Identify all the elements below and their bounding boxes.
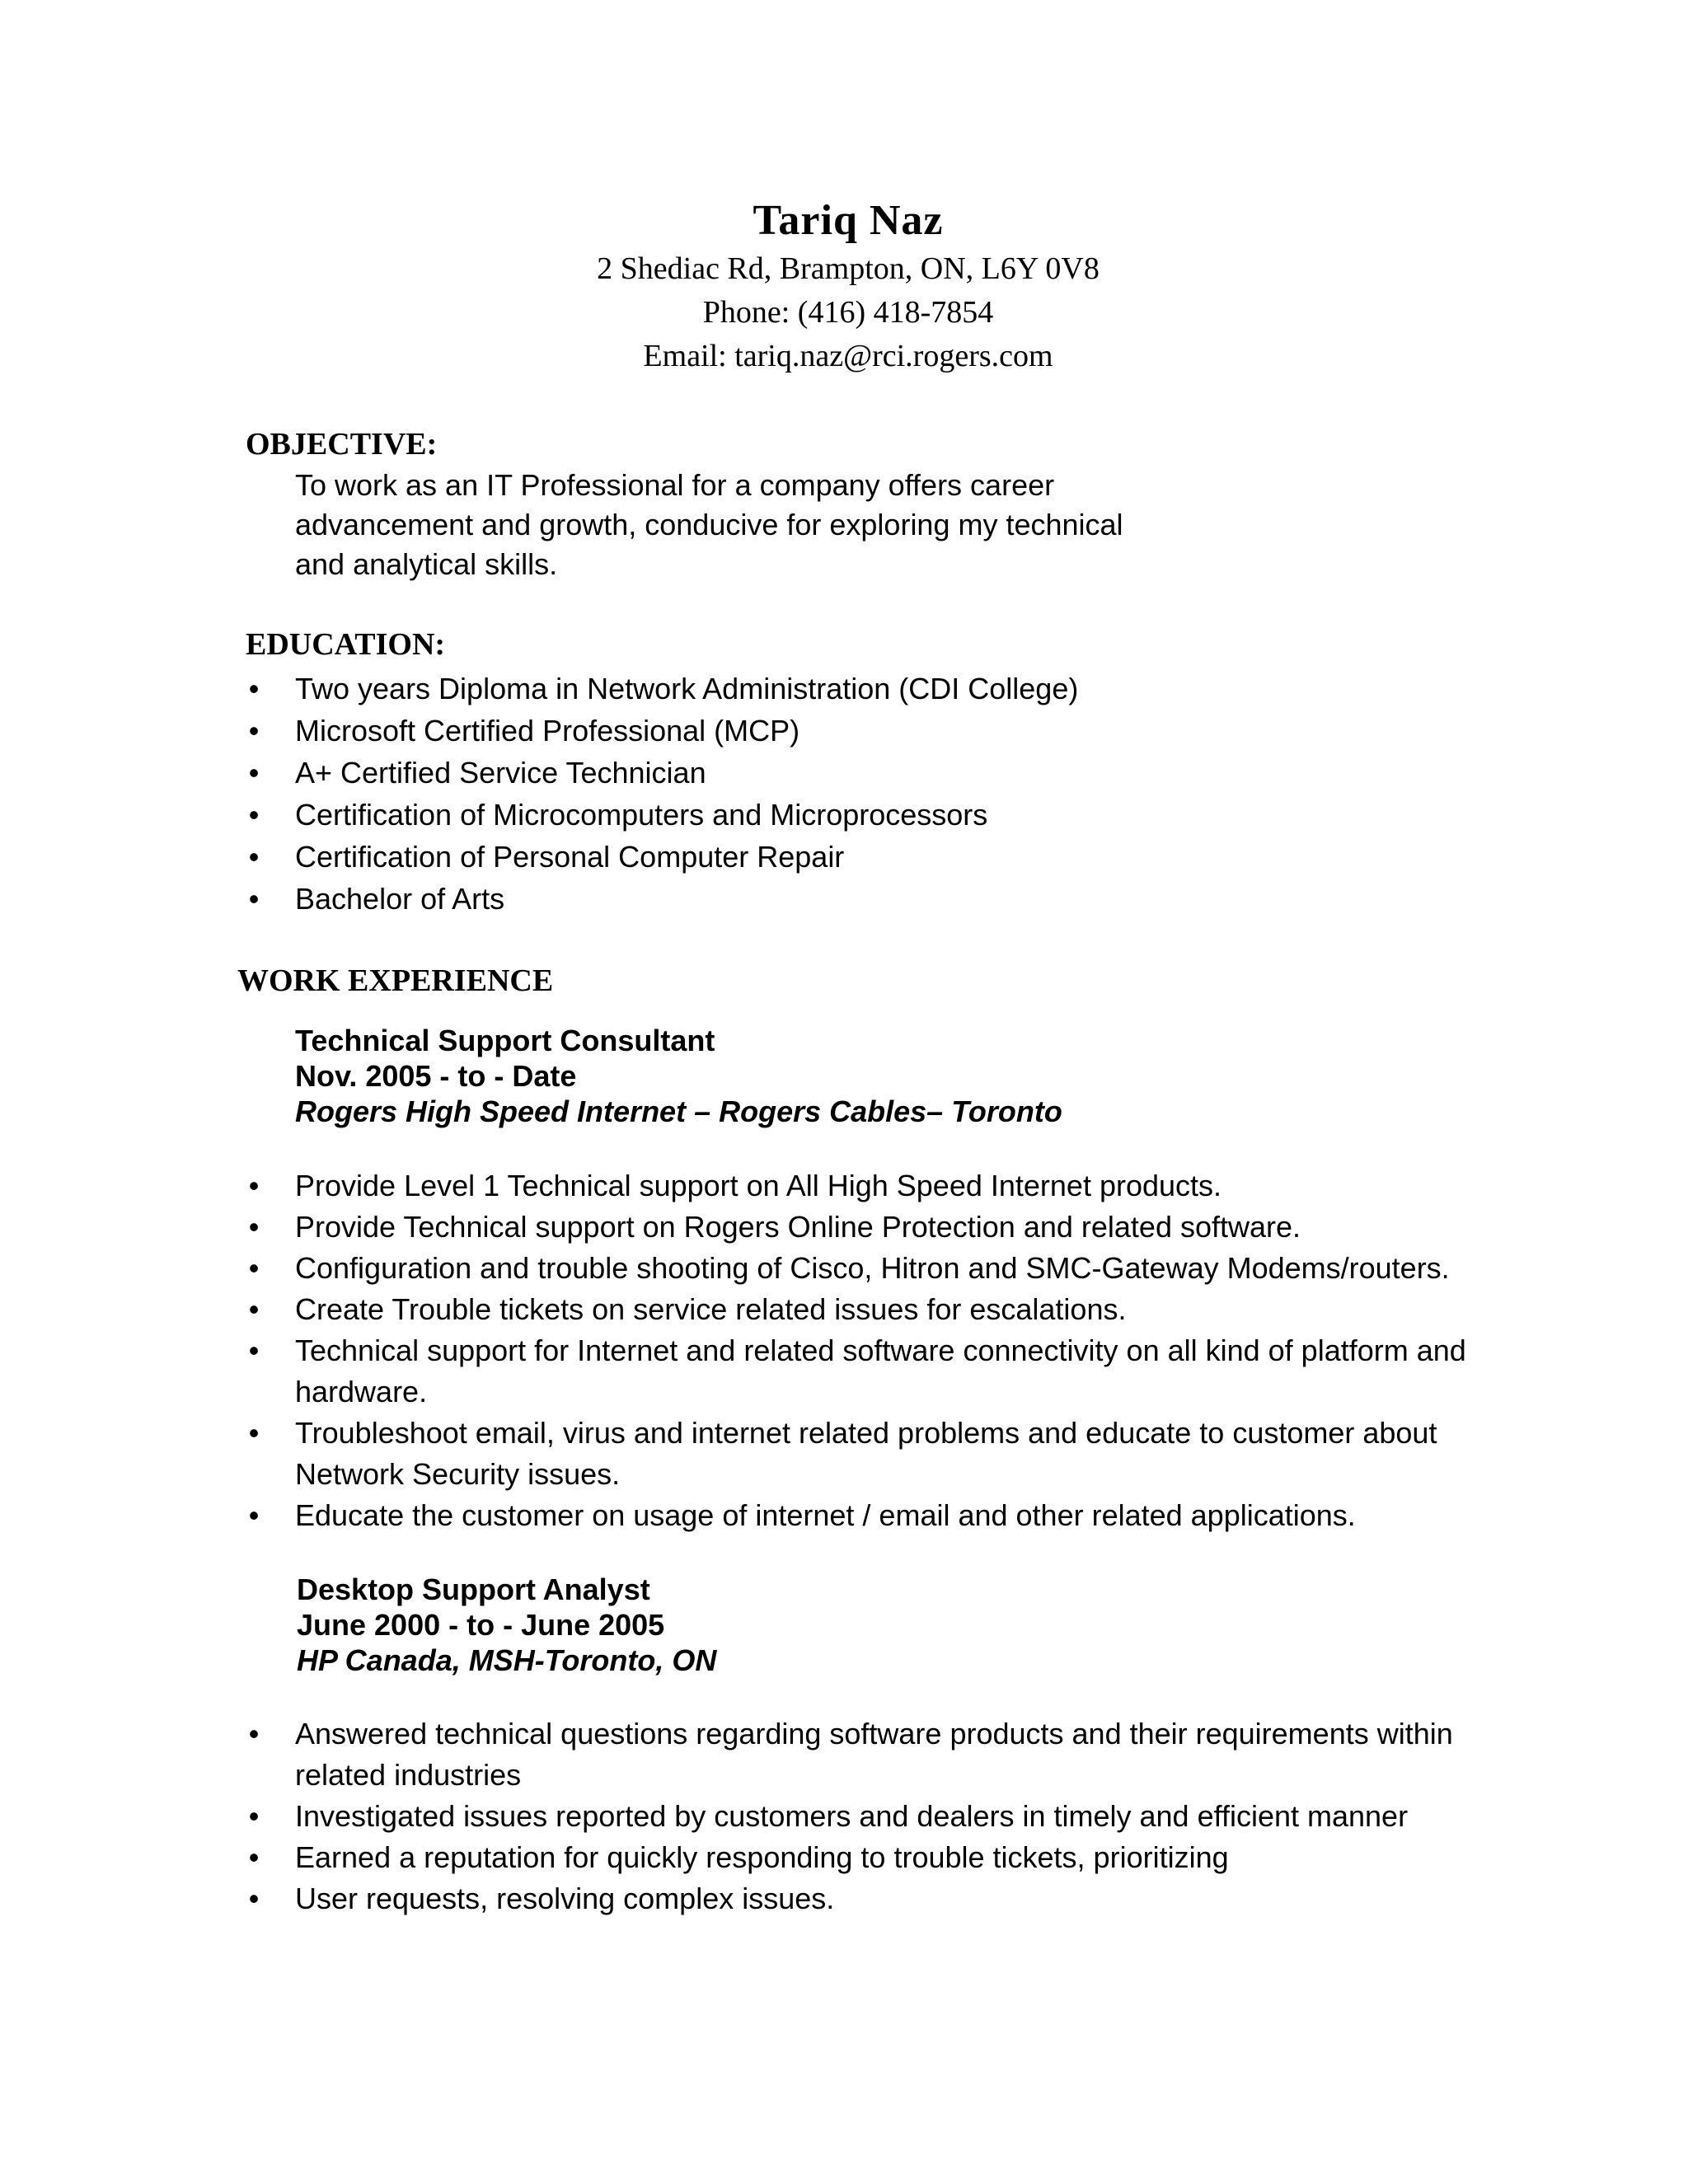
job-duty: Educate the customer on usage of internet / email and other related applications. [295,1498,1356,1532]
objective-text [295,466,1202,584]
job-title: Desktop Support Analyst [297,1572,650,1606]
list-item [0,1796,1482,1837]
job-dates: Nov. 2005 - to - Date [295,1059,577,1093]
education-item: Certification of Microcomputers and Microprocessors [295,798,988,832]
education-item: Bachelor of Arts [295,882,505,916]
job-duty: Investigated issues reported by customers and dealers in timely and efficient manner [295,1799,1409,1833]
list-item [0,836,1482,878]
bullet-icon: • [248,1333,260,1367]
bullet-icon: • [248,714,260,748]
list-item [0,668,1482,710]
education-heading: EDUCATION: [246,627,446,662]
bullet-icon: • [248,1210,260,1244]
bullet-icon: • [248,840,260,874]
job-duty: Provide Level 1 Technical support on All High Speed Internet products. [295,1169,1222,1202]
list-item [0,1289,1482,1330]
list-item [0,710,1482,752]
education-list [0,668,1482,920]
job-duty: User requests, resolving complex issues. [295,1882,835,1915]
email: Email: tariq.naz@rci.rogers.com [643,339,1053,373]
work-experience-heading: WORK EXPERIENCE [237,963,554,998]
candidate-name: Tariq Naz [753,197,944,244]
bullet-icon: • [248,798,260,832]
job-header [295,1023,1062,1129]
resume-header [0,194,1688,378]
education-item: Microsoft Certified Professional (MCP) [295,714,800,748]
phone: Phone: (416) 418-7854 [702,295,994,330]
bullet-icon: • [248,1840,260,1874]
job-duty: Answered technical questions regarding software products and their requirements within related industries [295,1717,1453,1792]
job-duties-list [0,1165,1482,1536]
bullet-icon: • [248,1799,260,1833]
bullet-icon: • [248,1251,260,1285]
bullet-icon: • [248,1169,260,1202]
job-dates: June 2000 - to - June 2005 [297,1608,665,1642]
list-item [0,1413,1482,1495]
job-duty: Earned a reputation for quickly responding to trouble tickets, prioritizing [295,1840,1229,1874]
job-header [297,1572,716,1678]
education-item: A+ Certified Service Technician [295,756,706,790]
job-title: Technical Support Consultant [295,1024,715,1057]
bullet-icon: • [248,1416,260,1450]
job-duty: Troubleshoot email, virus and internet related problems and educate to customer about Network Security issues. [295,1416,1437,1491]
job-company: Rogers High Speed Internet – Rogers Cables– Toronto [295,1094,1062,1128]
list-item [0,752,1482,794]
list-item [0,1713,1482,1796]
list-item [0,1248,1482,1289]
objective-heading: OBJECTIVE: [246,427,438,462]
education-item: Certification of Personal Computer Repair [295,840,845,874]
list-item [0,1207,1482,1248]
bullet-icon: • [248,882,260,916]
objective-line: advancement and growth, conducive for exploring my technical [295,508,1123,541]
bullet-icon: • [248,1498,260,1532]
education-item: Two years Diploma in Network Administration (CDI College) [295,672,1079,705]
list-item [0,1165,1482,1207]
bullet-icon: • [248,1292,260,1326]
objective-line: To work as an IT Professional for a company offers career [295,468,1055,502]
bullet-icon: • [248,1882,260,1915]
bullet-icon: • [248,756,260,790]
list-item [0,1495,1482,1536]
job-duty: Technical support for Internet and related software connectivity on all kind of platform and hardware. [295,1333,1466,1408]
list-item [0,794,1482,836]
list-item [0,1837,1482,1878]
job-duty: Create Trouble tickets on service related issues for escalations. [295,1292,1127,1326]
address: 2 Shediac Rd, Brampton, ON, L6Y 0V8 [597,251,1100,286]
job-duties-list [0,1713,1482,1919]
objective-line: and analytical skills. [295,547,558,581]
job-duty: Provide Technical support on Rogers Online Protection and related software. [295,1210,1301,1244]
list-item [0,1330,1482,1413]
bullet-icon: • [248,672,260,705]
list-item [0,878,1482,920]
bullet-icon: • [248,1717,260,1750]
list-item [0,1878,1482,1919]
job-company: HP Canada, MSH-Toronto, ON [297,1643,717,1677]
job-duty: Configuration and trouble shooting of Cisco, Hitron and SMC-Gateway Modems/routers. [295,1251,1450,1285]
